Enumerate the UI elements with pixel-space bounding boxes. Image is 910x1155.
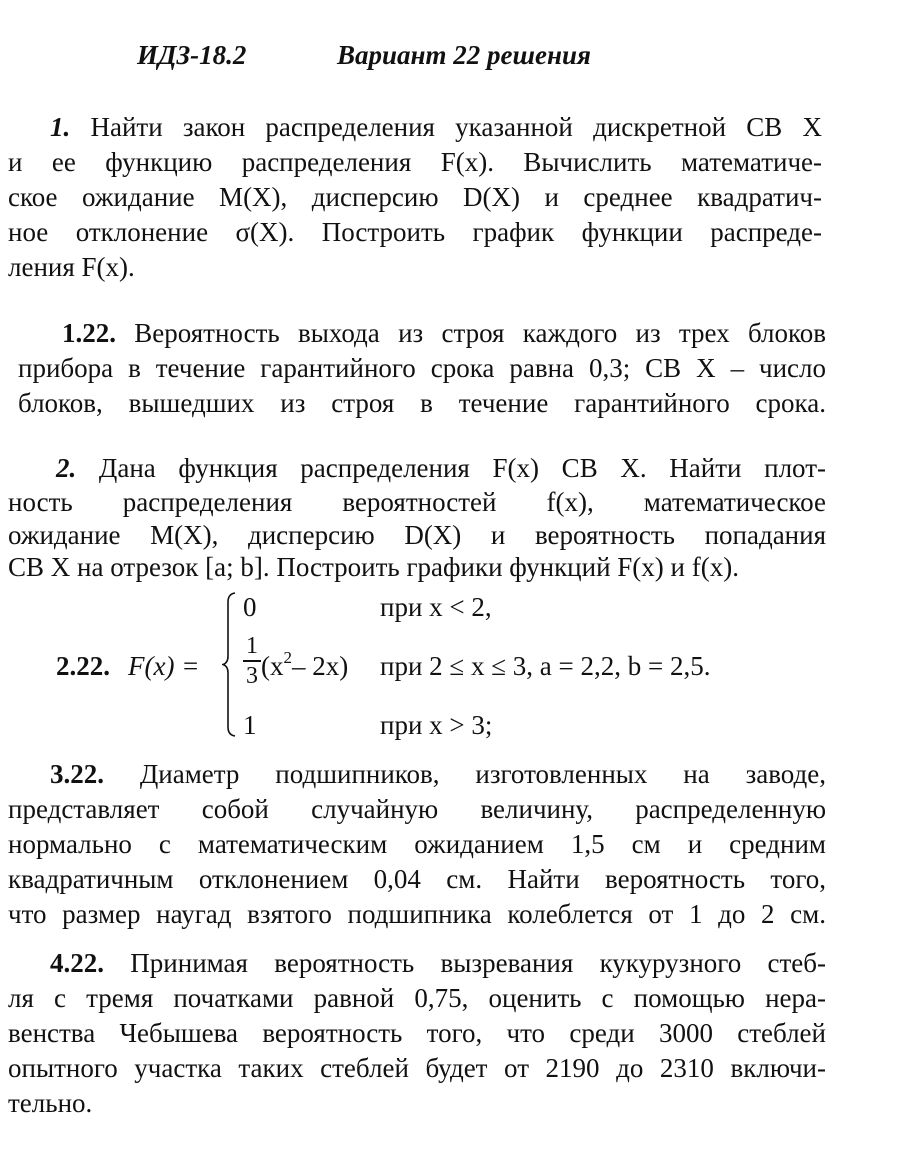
- problem-number: 1.22.: [62, 318, 116, 348]
- fraction-one-third: [243, 634, 261, 688]
- left-brace: [222, 592, 236, 737]
- case-2-condition: при 2 ≤ x ≤ 3, a = 2,2, b = 2,5.: [380, 651, 711, 681]
- problem-line: венства Чебышева вероятность того, что среди 3000 стеблей: [8, 1018, 826, 1048]
- case-1-value: 0: [243, 592, 257, 622]
- fraction-numerator: 1: [246, 633, 258, 659]
- case-2-expression: [261, 648, 349, 682]
- task-1-line: ления F(x).: [8, 252, 135, 282]
- problem-number: 2.22.: [56, 651, 110, 681]
- task-1-line: [50, 110, 822, 144]
- variant-title: Вариант 22 решения: [337, 40, 591, 70]
- task-2-line: ность распределения вероятностей f(x), математическое: [8, 487, 826, 517]
- expr-part: (x: [261, 651, 284, 681]
- task-number: 1.: [50, 112, 71, 142]
- problem-line: тельно.: [8, 1088, 93, 1118]
- problem-line: блоков, вышедших из строя в течение гарантийного срока.: [18, 388, 826, 418]
- problem-line: [50, 946, 826, 980]
- problem-number: 3.22.: [50, 759, 104, 789]
- problem-line: ля с тремя початками равной 0,75, оценить с помощью нера-: [8, 983, 826, 1013]
- problem-line: [62, 316, 826, 350]
- task-text: Дана функция распределения F(x) СВ X. Найти плот-: [98, 453, 826, 483]
- problem-line: квадратичным отклонением 0,04 см. Найти вероятность того,: [8, 864, 826, 894]
- problem-line: опытного участка таких стеблей будет от 2190 до 2310 включи-: [8, 1053, 826, 1083]
- task-2-line: СВ X на отрезок [a; b]. Построить графики функций F(x) и f(x).: [8, 552, 739, 582]
- problem-line: [50, 757, 826, 791]
- exponent: 2: [283, 648, 292, 667]
- problem-line: прибора в течение гарантийного срока равна 0,3; СВ X – число: [18, 353, 826, 383]
- task-2-line: ожидание M(X), дисперсию D(X) и вероятность попадания: [8, 520, 826, 550]
- fraction-denominator: 3: [246, 663, 258, 689]
- task-1-line: и ее функцию распределения F(x). Вычислить математиче-: [8, 147, 822, 177]
- case-3-condition: при x > 3;: [380, 710, 493, 740]
- fraction-bar: [243, 660, 261, 662]
- case-3-value: 1: [243, 710, 257, 740]
- problem-text: Вероятность выхода из строя каждого из трех блоков: [134, 318, 826, 348]
- task-1-line: ное отклонение σ(X). Построить график функции распреде-: [8, 217, 822, 247]
- function-lhs: F(x) =: [128, 651, 200, 681]
- case-1-condition: при x < 2,: [380, 592, 492, 622]
- problem-text: Принимая вероятность вызревания кукурузного стеб-: [130, 948, 826, 978]
- expr-part: – 2x): [292, 651, 349, 681]
- assignment-title: ИДЗ-18.2: [137, 40, 247, 70]
- problem-line: нормально с математическим ожиданием 1,5 см и средним: [8, 829, 826, 859]
- problem-number: 4.22.: [50, 948, 104, 978]
- task-number: 2.: [56, 453, 77, 483]
- task-text: Найти закон распределения указанной дискретной СВ X: [90, 112, 822, 142]
- task-1-line: ское ожидание M(X), дисперсию D(X) и среднее квадратич-: [8, 182, 822, 212]
- problem-line: представляет собой случайную величину, распределенную: [8, 794, 826, 824]
- problem-text: Диаметр подшипников, изготовленных на заводе,: [139, 759, 826, 789]
- problem-line: что размер наугад взятого подшипника колеблется от 1 до 2 см.: [8, 899, 826, 929]
- document-header: [137, 40, 591, 71]
- task-2-line: [56, 451, 826, 485]
